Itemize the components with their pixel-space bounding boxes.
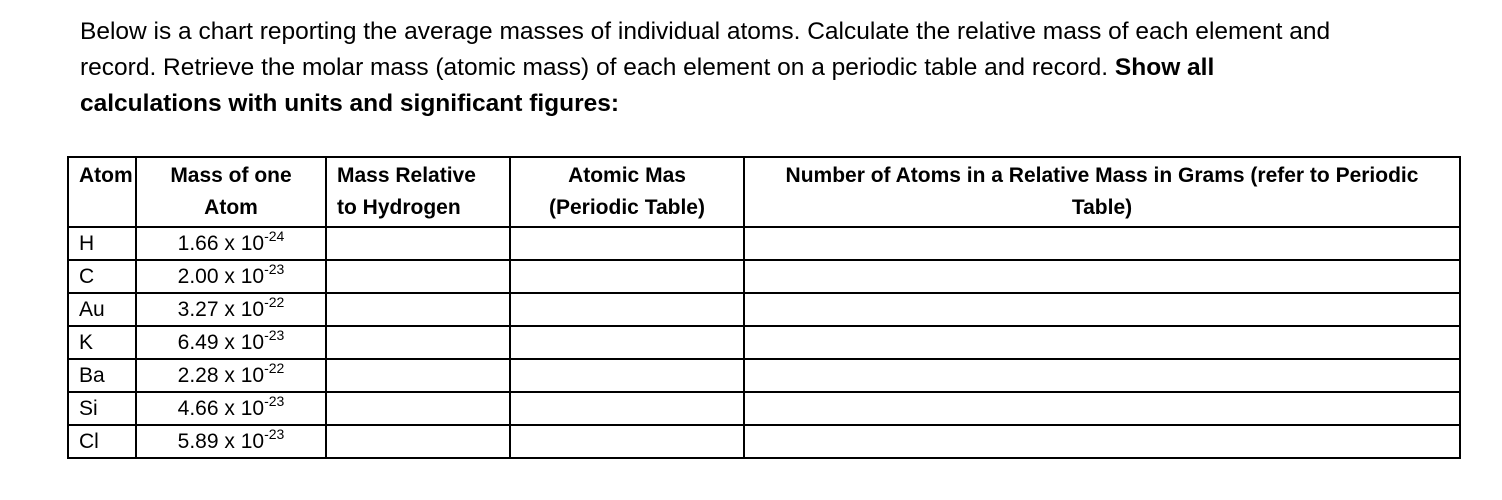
mass-exponent: -23 bbox=[264, 426, 285, 442]
mass-mantissa: 2.28 x 10 bbox=[177, 364, 265, 387]
relative-mass-cell[interactable] bbox=[326, 425, 510, 458]
atomic-mass-cell[interactable] bbox=[510, 227, 744, 260]
relative-mass-cell[interactable] bbox=[326, 227, 510, 260]
atom-cell: K bbox=[68, 326, 136, 359]
table-row bbox=[68, 326, 1460, 359]
instructions-text: Below is a chart reporting the average masses of individual atoms. Calculate the relative mass of each element and record. Retrieve the molar mass (atomic mass) of each element on a periodic table and record. bbox=[80, 18, 1331, 81]
table-row bbox=[68, 227, 1460, 260]
atomic-mass-cell[interactable] bbox=[510, 260, 744, 293]
atom-count-cell[interactable] bbox=[744, 260, 1460, 293]
table-row bbox=[68, 392, 1460, 425]
atomic-mass-cell[interactable] bbox=[510, 293, 744, 326]
relative-mass-cell[interactable] bbox=[326, 293, 510, 326]
instructions-bold-text: Show all calculations with units and significant figures: bbox=[80, 54, 1215, 117]
mass-mantissa: 3.27 x 10 bbox=[177, 298, 265, 321]
relative-mass-cell[interactable] bbox=[326, 392, 510, 425]
table-row bbox=[68, 293, 1460, 326]
mass-exponent: -23 bbox=[264, 393, 285, 409]
header-mass-relative: Mass Relative to Hydrogen bbox=[326, 157, 510, 227]
mass-cell bbox=[136, 293, 326, 326]
table-row bbox=[68, 425, 1460, 458]
table-header-row bbox=[68, 157, 1460, 227]
relative-mass-cell[interactable] bbox=[326, 359, 510, 392]
mass-cell bbox=[136, 359, 326, 392]
atomic-mass-cell[interactable] bbox=[510, 425, 744, 458]
mass-mantissa: 6.49 x 10 bbox=[177, 331, 265, 354]
mass-exponent: -23 bbox=[264, 261, 285, 277]
header-atomic-mass: Atomic Mas (Periodic Table) bbox=[510, 157, 744, 227]
atom-cell: H bbox=[68, 227, 136, 260]
mass-cell bbox=[136, 425, 326, 458]
mass-cell bbox=[136, 227, 326, 260]
atom-cell: Cl bbox=[68, 425, 136, 458]
mass-exponent: -23 bbox=[264, 327, 285, 343]
atom-count-cell[interactable] bbox=[744, 293, 1460, 326]
mass-mantissa: 4.66 x 10 bbox=[177, 397, 265, 420]
atomic-mass-cell[interactable] bbox=[510, 359, 744, 392]
atom-cell: Au bbox=[68, 293, 136, 326]
mass-cell bbox=[136, 326, 326, 359]
atomic-mass-cell[interactable] bbox=[510, 326, 744, 359]
mass-cell bbox=[136, 392, 326, 425]
atom-count-cell[interactable] bbox=[744, 392, 1460, 425]
atomic-mass-cell[interactable] bbox=[510, 392, 744, 425]
table-row bbox=[68, 359, 1460, 392]
atom-count-cell[interactable] bbox=[744, 359, 1460, 392]
relative-mass-cell[interactable] bbox=[326, 326, 510, 359]
atom-cell: Ba bbox=[68, 359, 136, 392]
atom-count-cell[interactable] bbox=[744, 425, 1460, 458]
mass-mantissa: 1.66 x 10 bbox=[177, 232, 265, 255]
header-number-of-atoms: Number of Atoms in a Relative Mass in Grams (refer to Periodic Table) bbox=[744, 157, 1460, 227]
mass-exponent: -24 bbox=[264, 228, 285, 244]
header-mass-of-one-atom: Mass of one Atom bbox=[136, 157, 326, 227]
mass-exponent: -22 bbox=[264, 360, 285, 376]
atom-count-cell[interactable] bbox=[744, 227, 1460, 260]
relative-mass-cell[interactable] bbox=[326, 260, 510, 293]
header-atom: Atom bbox=[68, 157, 136, 227]
mass-mantissa: 5.89 x 10 bbox=[177, 430, 265, 453]
mass-cell bbox=[136, 260, 326, 293]
atomic-mass-table bbox=[67, 156, 1461, 459]
instructions-paragraph bbox=[80, 14, 1340, 122]
table-row bbox=[68, 260, 1460, 293]
atom-cell: Si bbox=[68, 392, 136, 425]
mass-mantissa: 2.00 x 10 bbox=[177, 265, 265, 288]
atom-count-cell[interactable] bbox=[744, 326, 1460, 359]
atom-cell: C bbox=[68, 260, 136, 293]
mass-exponent: -22 bbox=[264, 294, 285, 310]
